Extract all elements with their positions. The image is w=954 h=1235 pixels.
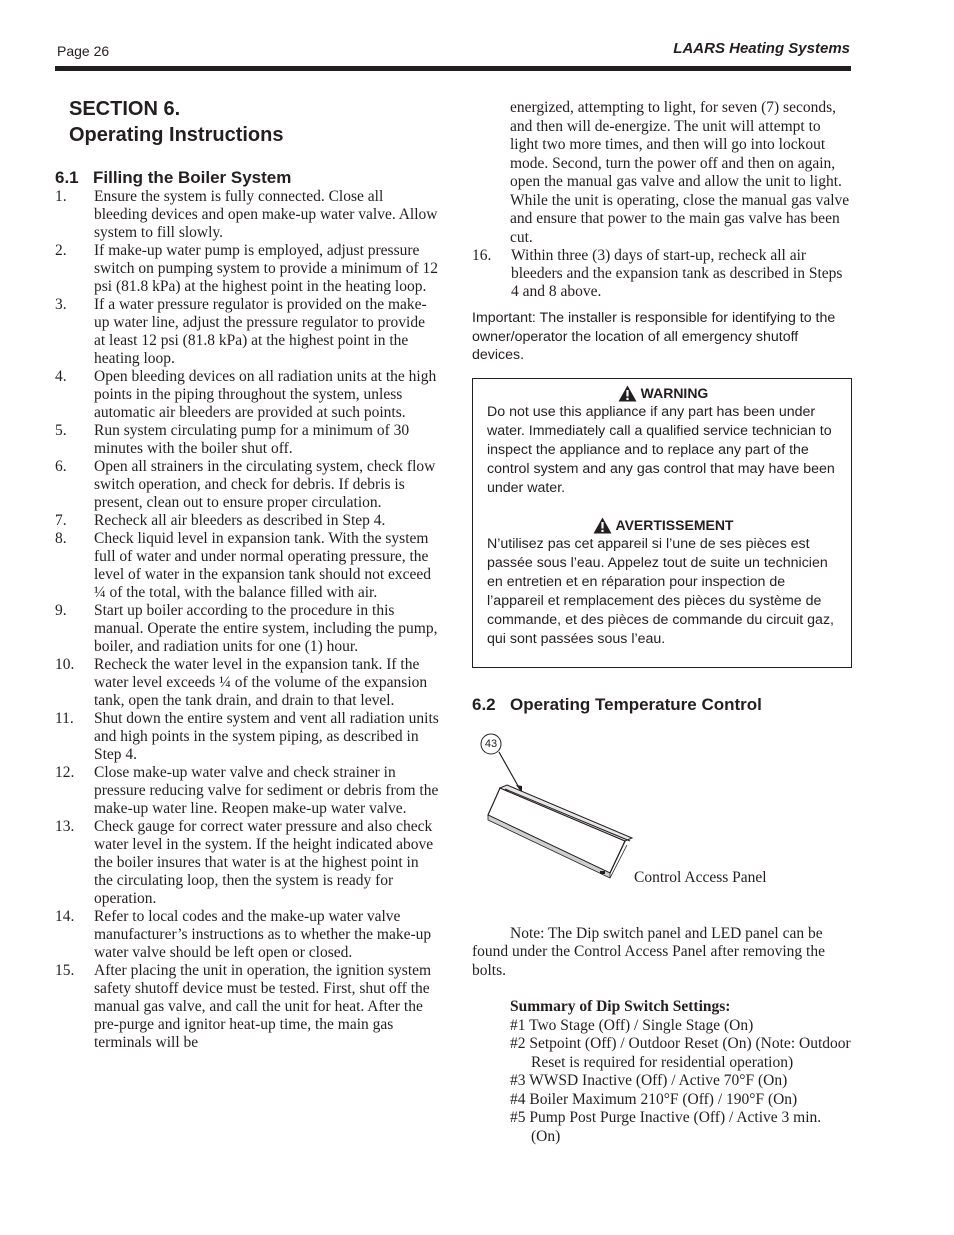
warning-text: Do not use this appliance if any part has been under water. Immediately call a qualified service technician to inspect the appliance and to replace any part of the control system and any gas control that may have been under water. [487,403,835,496]
subsection-number: 6.1 [55,168,79,187]
list-item [55,368,440,422]
warning-heading [487,384,839,403]
step-number: 3. [55,296,67,313]
list-item [55,188,440,242]
step-number: 1. [55,188,67,205]
list-item [55,512,440,530]
step-number: 7. [55,512,67,529]
dip-switch-summary [472,998,852,1146]
step-number: 15. [55,962,75,979]
right-column [472,99,852,1146]
warning-triangle-icon [593,517,612,534]
subsection-title: Operating Temperature Control [510,694,762,714]
control-access-panel-figure [472,723,852,893]
step-text: If make-up water pump is employed, adjust pressure switch on pumping system to provide a minimum of 12 psi (81.8 kPa) at the highest point in the heating loop. [94,242,438,295]
step-number: 9. [55,602,67,619]
step-number: 12. [55,764,75,781]
subsection-title: Filling the Boiler System [93,168,292,187]
step-text: Open bleeding devices on all radiation units at the high points in the piping throughout the system, unless automatic air bleeders are provided at such points. [94,368,437,421]
list-item [55,296,440,368]
important-note: Important: The installer is responsible for identifying to the owner/operator the location of all emergency shutoff devices. [472,310,836,363]
step-text: Run system circulating pump for a minimum of 30 minutes with the boiler shut off. [94,422,410,457]
list-item: #1 Two Stage (Off) / Single Stage (On) [510,1016,754,1034]
subsection-number: 6.2 [472,694,496,714]
page-number: Page 26 [57,43,110,59]
step-15-continuation: energized, attempting to light, for seven (7) seconds, and then will de-energize. The unit will attempt to light two more times, and then will go into lockout mode. Second, turn the power off and then on again, open the manual gas valve and allow the unit to light. While the unit is operating, close the manual gas valve and ensure that power to the main gas valve has been cut. [510,99,850,246]
step-number: 11. [55,710,74,727]
list-item: #4 Boiler Maximum 210°F (Off) / 190°F (On) [510,1090,798,1108]
step-text: Recheck the water level in the expansion tank. If the water level exceeds ¼ of the volume of the expansion tank, open the tank drain, and drain to that level. [94,656,428,709]
list-item [55,530,440,602]
step-text: Shut down the entire system and vent all radiation units and high points in the system piping, as described in Step 4. [94,710,439,763]
warning-triangle-icon [618,385,637,402]
step-number: 16. [472,247,492,264]
list-item [55,818,440,908]
list-item [55,962,440,1052]
step-text: Recheck all air bleeders as described in Step 4. [94,512,386,529]
step-text: Check gauge for correct water pressure and also check water level in the system. If the height indicated above the boiler insures that water is at the highest point in the circulating loop, then the system is ready for operation. [94,818,434,907]
list-item [55,908,440,962]
list-item [55,602,440,656]
figure-caption: Control Access Panel [634,868,767,886]
step-number: 13. [55,818,75,835]
section-title: Operating Instructions [69,124,284,146]
step-text: Refer to local codes and the make-up water valve manufacturer’s instructions as to whether the make-up water valve should be left open or closed. [94,908,432,961]
callout-number: 43 [484,737,498,750]
step-number: 10. [55,656,75,673]
step-text: Within three (3) days of start-up, recheck all air bleeders and the expansion tank as described in Steps 4 and 8 above. [511,247,843,300]
step-16-list [472,247,852,301]
avertissement-title: AVERTISSEMENT [615,516,734,533]
warning-title: WARNING [640,384,709,401]
summary-title: Summary of Dip Switch Settings: [510,998,731,1015]
step-text: After placing the unit in operation, the ignition system safety shutoff device must be tested. First, shut off the manual gas valve, and call the unit for heat. After the pre-purge and ignitor heat-up time, the main gas terminals will be [94,962,432,1051]
avertissement-text: N’utilisez pas cet appareil si l’une de ses pièces est passée sous l’eau. Appelez tout de suite un technicien en entretien et en réparation pour inspection de l’appareil et remplacement des pièces du système de commande, et des pièces de commande du circuit gaz, qui sont passées sous l’eau. [487,535,834,647]
filling-steps-list [55,188,440,1052]
step-number: 14. [55,908,75,925]
list-item: #2 Setpoint (Off) / Outdoor Reset (On) (Note: Outdoor Reset is required for residential operation) [510,1035,851,1071]
warning-box [472,378,852,668]
step-text: Start up boiler according to the procedure in this manual. Operate the entire system, including the pump, boiler, and radiation units for one (1) hour. [94,602,438,655]
list-item [55,422,440,458]
list-item [472,247,852,301]
step-number: 6. [55,458,67,475]
brand-header: LAARS Heating Systems [673,40,850,57]
list-item [55,710,440,764]
list-item [55,656,440,710]
list-item: #5 Pump Post Purge Inactive (Off) / Active 3 min. (On) [510,1109,822,1145]
avertissement-heading [487,516,839,535]
step-number: 5. [55,422,67,439]
step-text: If a water pressure regulator is provided on the make-up water line, adjust the pressure regulator to provide at least 12 psi (81.8 kPa) at the highest point in the heating loop. [94,296,427,367]
step-number: 2. [55,242,67,259]
section-number: SECTION 6. [69,98,181,120]
list-item [55,764,440,818]
step-number: 4. [55,368,67,385]
list-item [55,458,440,512]
step-text: Close make-up water valve and check strainer in pressure reducing valve for sediment or debris from the make-up water line. Reopen make-up water valve. [94,764,439,817]
list-item: #3 WWSD Inactive (Off) / Active 70°F (On) [510,1072,788,1089]
step-text: Open all strainers in the circulating system, check flow switch operation, and check for debris. If debris is present, clean out to ensure proper circulation. [94,458,436,511]
subsection-heading-6-1 [55,168,440,188]
left-column [55,96,440,1052]
step-number: 8. [55,530,67,547]
list-item [55,242,440,296]
step-text: Ensure the system is fully connected. Close all bleeding devices and open make-up water valve. Allow system to fill slowly. [94,188,438,241]
subsection-heading-6-2 [472,695,852,715]
header-rule [55,66,851,71]
dip-switch-note: Note: The Dip switch panel and LED panel can be found under the Control Access Panel after removing the bolts. [472,924,825,979]
control-access-panel-illustration [472,723,852,883]
step-text: Check liquid level in expansion tank. With the system full of water and under normal operating pressure, the level of water in the expansion tank should not exceed ¼ of the total, with the balance filled with air. [94,530,432,601]
